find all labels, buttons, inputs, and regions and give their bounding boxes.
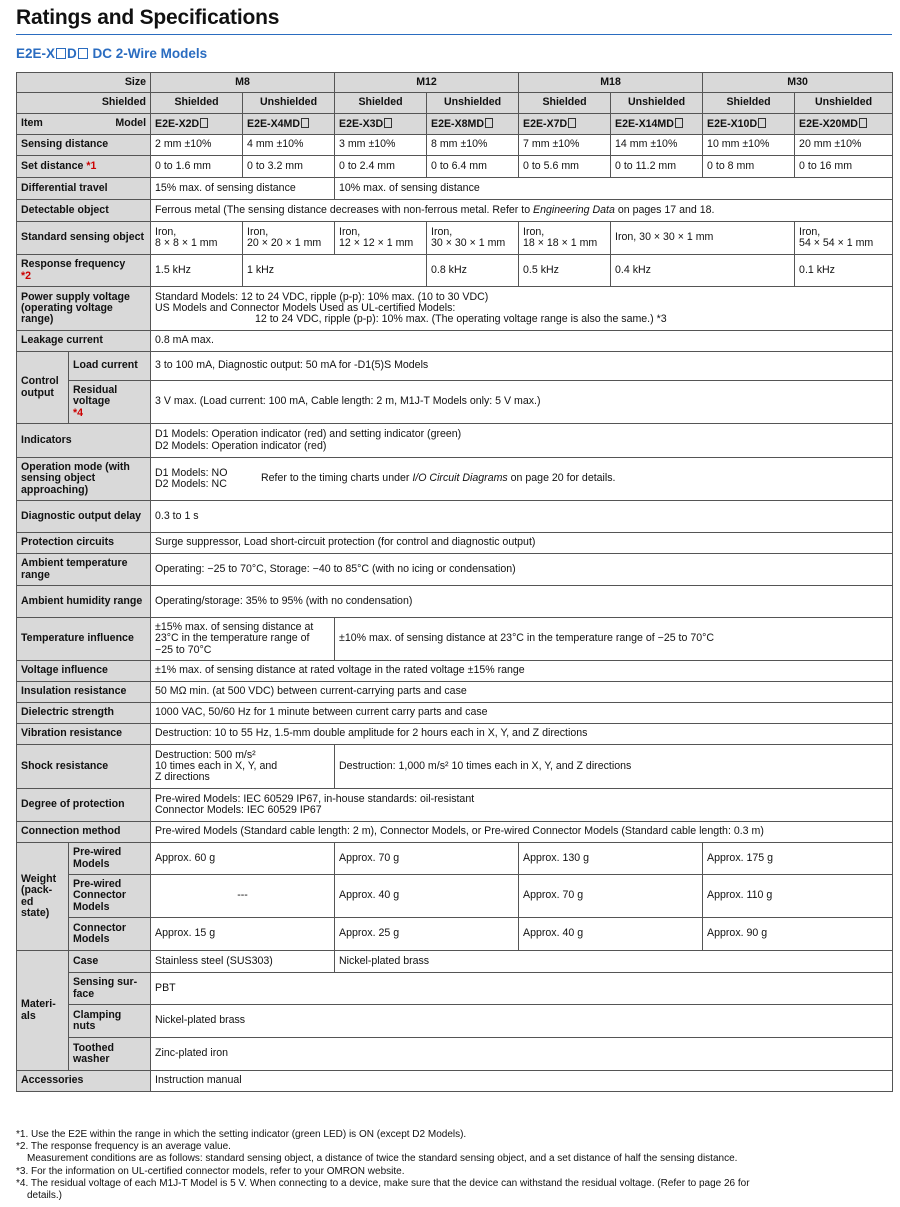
table-row xyxy=(17,875,893,918)
table-row xyxy=(17,918,893,951)
cell: 2 mm ±10% xyxy=(151,135,243,156)
cell: 0 to 5.6 mm xyxy=(519,156,611,178)
cell: Approx. 70 g xyxy=(519,875,703,918)
cell: Approx. 110 g xyxy=(703,875,893,918)
table-row xyxy=(17,331,893,352)
cell: 1.5 kHz xyxy=(151,255,243,287)
model-name: E2E-X7D xyxy=(519,114,611,135)
item-label: Item xyxy=(21,117,43,130)
row-label: Vibration resistance xyxy=(17,724,151,745)
sub-label: Toothed washer xyxy=(69,1038,151,1071)
model-name: E2E-X2D xyxy=(151,114,243,135)
row-label: Accessories xyxy=(17,1071,151,1092)
cell: PBT xyxy=(151,973,893,1005)
cell: Nickel-plated brass xyxy=(335,951,893,973)
footnote: *4. The residual voltage of each M1J-T Model is 5 V. When connecting to a device, make sure that the device can withstand the residual voltage. (Refer to page 26 for xyxy=(16,1177,750,1189)
table-row xyxy=(17,724,893,745)
table-row xyxy=(17,222,893,255)
row-label: Shock resistance xyxy=(17,745,151,789)
table-row xyxy=(17,661,893,682)
table-row xyxy=(17,554,893,586)
cell: Standard Models: 12 to 24 VDC, ripple (p-p): 10% max. (10 to 30 VDC) US Models and Connector Models Used as UL-certified Models: 12 to 24 VDC, ripple (p-p): 10% max. (The operating voltage range is also the same.) *3 xyxy=(151,287,893,331)
row-label: Standard sensing object xyxy=(17,222,151,255)
table-row xyxy=(17,352,893,381)
sub-label: Pre-wired Models xyxy=(69,843,151,875)
row-label: Protection circuits xyxy=(17,533,151,554)
table-row xyxy=(17,135,893,156)
shield-type: Shielded xyxy=(703,93,795,114)
sub-label: Case xyxy=(69,951,151,973)
model-name: E2E-X10D xyxy=(703,114,795,135)
cell: Approx. 175 g xyxy=(703,843,893,875)
cell: 10 mm ±10% xyxy=(703,135,795,156)
item-model-header xyxy=(17,114,151,135)
model-name: E2E-X20MD xyxy=(795,114,893,135)
row-label: Control output xyxy=(17,352,69,424)
cell: Ferrous metal (The sensing distance decreases with non-ferrous metal. Refer to Engineering Data on pages 17 and 18. xyxy=(151,200,893,222)
cell: Operating/storage: 35% to 95% (with no condensation) xyxy=(151,586,893,618)
cell: 10% max. of sensing distance xyxy=(335,178,893,200)
sub-label: Connector Models xyxy=(69,918,151,951)
row-label: Connection method xyxy=(17,822,151,843)
table-row xyxy=(17,287,893,331)
cell: Pre-wired Models (Standard cable length: 2 m), Connector Models, or Pre-wired Connector Models (Standard cable length: 0.3 m) xyxy=(151,822,893,843)
table-row xyxy=(17,973,893,1005)
table-row xyxy=(17,458,893,501)
spec-table xyxy=(16,72,893,1092)
title-divider xyxy=(16,34,892,35)
cell: Iron, 18 × 18 × 1 mm xyxy=(519,222,611,255)
cell: 0.1 kHz xyxy=(795,255,893,287)
row-label: Sensing distance xyxy=(17,135,151,156)
size-m8: M8 xyxy=(151,73,335,93)
row-label: Operation mode (with sensing object approaching) xyxy=(17,458,151,501)
cell: D1 Models: NO D2 Models: NC Refer to the timing charts under I/O Circuit Diagrams on page 20 for details. xyxy=(151,458,893,501)
row-label: Temperature influence xyxy=(17,618,151,661)
row-label: Ambient temperature range xyxy=(17,554,151,586)
cell: 0.8 mA max. xyxy=(151,331,893,352)
cell: 20 mm ±10% xyxy=(795,135,893,156)
size-label: Size xyxy=(17,73,151,93)
table-row xyxy=(17,424,893,458)
sub-label: Load current xyxy=(69,352,151,381)
footnote: *2. The response frequency is an average value. xyxy=(16,1141,231,1153)
cell: 50 MΩ min. (at 500 VDC) between current-carrying parts and case xyxy=(151,682,893,703)
table-row xyxy=(17,501,893,533)
cell: Iron, 8 × 8 × 1 mm xyxy=(151,222,243,255)
cell: Destruction: 500 m/s² 10 times each in X, Y, and Z directions xyxy=(151,745,335,789)
cell: 15% max. of sensing distance xyxy=(151,178,335,200)
table-row xyxy=(17,951,893,973)
cell: 0.3 to 1 s xyxy=(151,501,893,533)
table-row xyxy=(17,745,893,789)
shield-type: Unshielded xyxy=(427,93,519,114)
cell: Approx. 40 g xyxy=(519,918,703,951)
row-label: Leakage current xyxy=(17,331,151,352)
row-label: Insulation resistance xyxy=(17,682,151,703)
cell: Iron, 54 × 54 × 1 mm xyxy=(795,222,893,255)
cell: Approx. 70 g xyxy=(335,843,519,875)
table-row xyxy=(17,178,893,200)
sub-label: Sensing sur-face xyxy=(69,973,151,1005)
row-label: Voltage influence xyxy=(17,661,151,682)
cell: 8 mm ±10% xyxy=(427,135,519,156)
row-label: Detectable object xyxy=(17,200,151,222)
model-label: Model xyxy=(115,117,147,130)
row-label: Degree of protection xyxy=(17,789,151,822)
sub-label: Residual voltage *4 xyxy=(69,381,151,424)
table-row xyxy=(17,586,893,618)
footnote: *3. For the information on UL-certified connector models, refer to your OMRON website. xyxy=(16,1165,405,1177)
size-m30: M30 xyxy=(703,73,893,93)
size-m18: M18 xyxy=(519,73,703,93)
shield-type: Unshielded xyxy=(795,93,893,114)
cell: 14 mm ±10% xyxy=(611,135,703,156)
row-label: Weight (pack-ed state) xyxy=(17,843,69,951)
model-name: E2E-X14MD xyxy=(611,114,703,135)
shield-type: Shielded xyxy=(335,93,427,114)
table-row xyxy=(17,533,893,554)
row-label: Materi-als xyxy=(17,951,69,1071)
table-row xyxy=(17,200,893,222)
cell: ±10% max. of sensing distance at 23°C in the temperature range of −25 to 70°C xyxy=(335,618,893,661)
placeholder-box-icon xyxy=(56,48,66,59)
footnote: details.) xyxy=(27,1190,63,1202)
table-row xyxy=(17,789,893,822)
cell: Instruction manual xyxy=(151,1071,893,1092)
cell: D1 Models: Operation indicator (red) and setting indicator (green) D2 Models: Operation indicator (red) xyxy=(151,424,893,458)
cell: Iron, 20 × 20 × 1 mm xyxy=(243,222,335,255)
model-name: E2E-X8MD xyxy=(427,114,519,135)
cell: ±1% max. of sensing distance at rated voltage in the rated voltage ±15% range xyxy=(151,661,893,682)
shield-row xyxy=(17,93,893,114)
cell: ±15% max. of sensing distance at 23°C in the temperature range of −25 to 70°C xyxy=(151,618,335,661)
cell: Stainless steel (SUS303) xyxy=(151,951,335,973)
cell: Approx. 60 g xyxy=(151,843,335,875)
cell: Iron, 12 × 12 × 1 mm xyxy=(335,222,427,255)
table-row xyxy=(17,156,893,178)
cell: 3 mm ±10% xyxy=(335,135,427,156)
cell: --- xyxy=(151,875,335,918)
cell: 0 to 16 mm xyxy=(795,156,893,178)
model-name: E2E-X4MD xyxy=(243,114,335,135)
footnotes xyxy=(16,1129,894,1202)
cell: 0.4 kHz xyxy=(611,255,795,287)
cell: Nickel-plated brass xyxy=(151,1005,893,1038)
cell: Surge suppressor, Load short-circuit protection (for control and diagnostic output) xyxy=(151,533,893,554)
table-row xyxy=(17,1071,893,1092)
row-label: Power supply voltage (operating voltage range) xyxy=(17,287,151,331)
cell: 1000 VAC, 50/60 Hz for 1 minute between current carry parts and case xyxy=(151,703,893,724)
cell: Destruction: 1,000 m/s² 10 times each in X, Y, and Z directions xyxy=(335,745,893,789)
cell: 0.5 kHz xyxy=(519,255,611,287)
cell: 0 to 3.2 mm xyxy=(243,156,335,178)
cell: Pre-wired Models: IEC 60529 IP67, in-house standards: oil-resistant Connector Models: IEC 60529 IP67 xyxy=(151,789,893,822)
section-subtitle: E2E-X D DC 2-Wire Models xyxy=(16,46,208,61)
row-label: Differential travel xyxy=(17,178,151,200)
row-label: Diagnostic output delay xyxy=(17,501,151,533)
row-label: Ambient humidity range xyxy=(17,586,151,618)
footnote: Measurement conditions are as follows: standard sensing object, a distance of twice the standard sensing object, and a set distance of half the sensing distance. xyxy=(27,1153,738,1165)
cell: 4 mm ±10% xyxy=(243,135,335,156)
cell: 0 to 6.4 mm xyxy=(427,156,519,178)
page-title: Ratings and Specifications xyxy=(16,6,280,29)
table-row xyxy=(17,1038,893,1071)
shield-type: Shielded xyxy=(151,93,243,114)
cell: 0 to 2.4 mm xyxy=(335,156,427,178)
model-name: E2E-X3D xyxy=(335,114,427,135)
shield-type: Unshielded xyxy=(243,93,335,114)
row-label: Indicators xyxy=(17,424,151,458)
size-m12: M12 xyxy=(335,73,519,93)
cell: Destruction: 10 to 55 Hz, 1.5-mm double amplitude for 2 hours each in X, Y, and Z directions xyxy=(151,724,893,745)
table-row xyxy=(17,822,893,843)
cell: 3 to 100 mA, Diagnostic output: 50 mA for -D1(5)S Models xyxy=(151,352,893,381)
cell: Iron, 30 × 30 × 1 mm xyxy=(611,222,795,255)
table-row xyxy=(17,381,893,424)
cell: Approx. 130 g xyxy=(519,843,703,875)
cell: 0 to 1.6 mm xyxy=(151,156,243,178)
footnote: *1. Use the E2E within the range in which the setting indicator (green LED) is ON (except D2 Models). xyxy=(16,1129,467,1140)
cell: 0 to 8 mm xyxy=(703,156,795,178)
cell: 0 to 11.2 mm xyxy=(611,156,703,178)
table-row xyxy=(17,682,893,703)
cell: Approx. 90 g xyxy=(703,918,893,951)
cell: Zinc-plated iron xyxy=(151,1038,893,1071)
table-row xyxy=(17,843,893,875)
shield-type: Unshielded xyxy=(611,93,703,114)
cell: Approx. 40 g xyxy=(335,875,519,918)
cell: Iron, 30 × 30 × 1 mm xyxy=(427,222,519,255)
table-row xyxy=(17,703,893,724)
cell: Operating: −25 to 70°C, Storage: −40 to 85°C (with no icing or condensation) xyxy=(151,554,893,586)
row-label: Set distance *1 xyxy=(17,156,151,178)
cell: 3 V max. (Load current: 100 mA, Cable length: 2 m, M1J-T Models only: 5 V max.) xyxy=(151,381,893,424)
row-label: Dielectric strength xyxy=(17,703,151,724)
placeholder-box-icon xyxy=(78,48,88,59)
cell: 1 kHz xyxy=(243,255,427,287)
shield-type: Shielded xyxy=(519,93,611,114)
sub-label: Pre-wired Connector Models xyxy=(69,875,151,918)
cell: Approx. 25 g xyxy=(335,918,519,951)
cell: Approx. 15 g xyxy=(151,918,335,951)
model-row xyxy=(17,114,893,135)
shielded-label: Shielded xyxy=(17,93,151,114)
sub-label: Clamping nuts xyxy=(69,1005,151,1038)
table-row xyxy=(17,255,893,287)
table-row xyxy=(17,618,893,661)
row-label: Response frequency *2 xyxy=(17,255,151,287)
table-row xyxy=(17,1005,893,1038)
size-row xyxy=(17,73,893,93)
cell: 0.8 kHz xyxy=(427,255,519,287)
cell: 7 mm ±10% xyxy=(519,135,611,156)
